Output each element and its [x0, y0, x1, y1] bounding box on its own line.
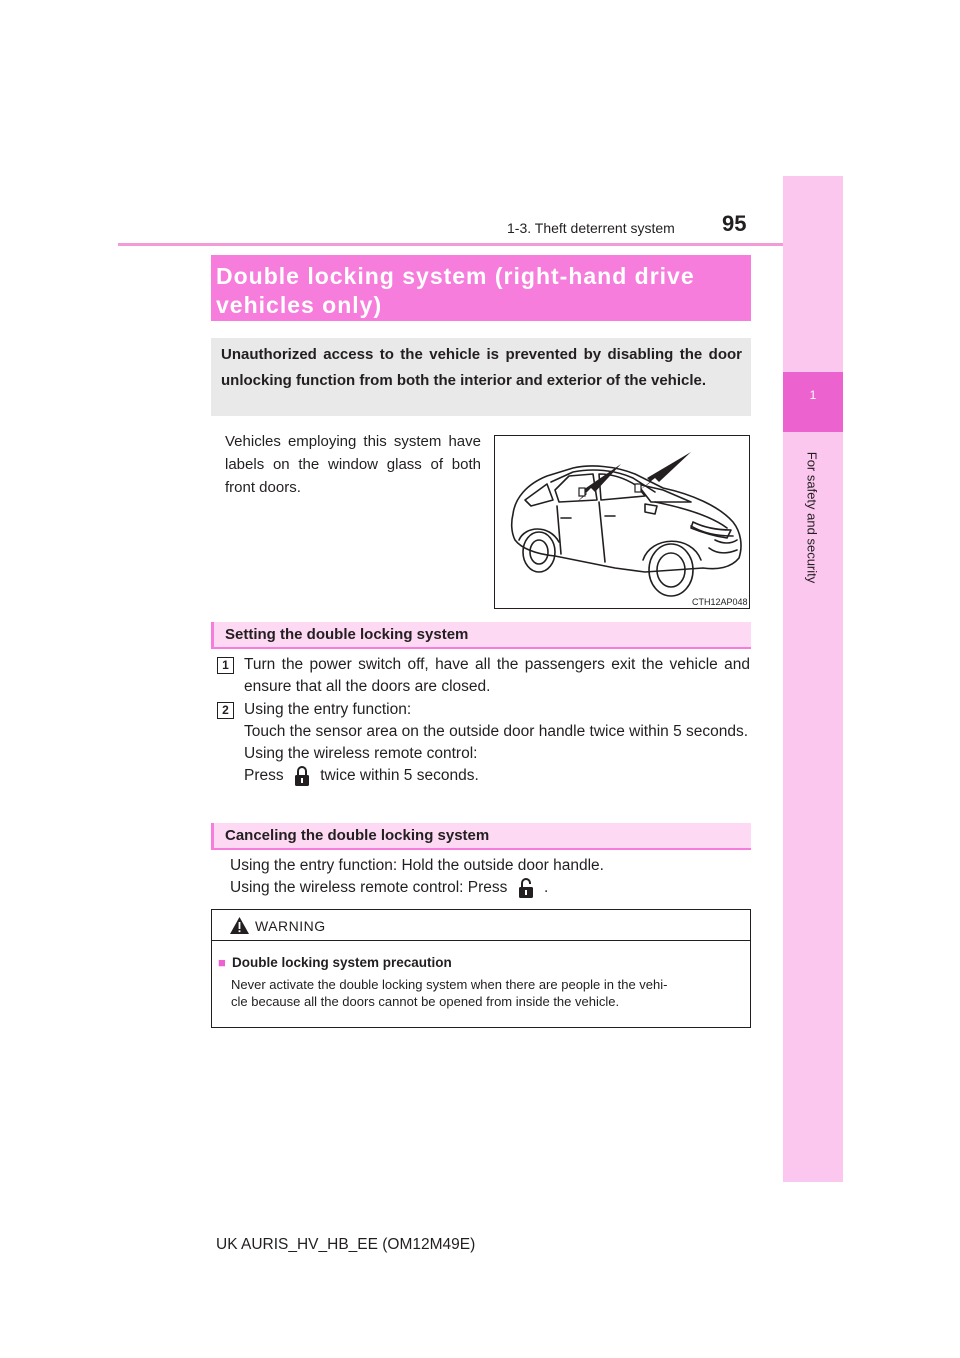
step-2-remote-label: Using the wireless remote control: [244, 745, 478, 762]
step-2-press-prefix: Press [244, 767, 284, 785]
warning-triangle-icon [229, 916, 250, 935]
figure-code: CTH12AP048 [692, 597, 748, 607]
vehicles-note: Vehicles employing this system have labels on the window glass of both front doors. [225, 433, 481, 496]
step-2-press-suffix: twice within 5 seconds. [320, 767, 479, 785]
warning-body-line1: Never activate the double locking system when there are people in the vehi- [231, 977, 668, 992]
warning-body-line2: cle because all the doors cannot be opened from inside the vehicle. [231, 994, 620, 1009]
lock-icon [294, 765, 310, 787]
car-illustration [494, 435, 750, 609]
main-title-line1: Double locking system (right-hand drive [216, 263, 695, 289]
step-1-text: Turn the power switch off, have all the passengers exit the vehicle and ensure that all the doors are closed. [244, 656, 750, 695]
warning-box [211, 909, 751, 1028]
main-title-box [211, 255, 751, 321]
chapter-label: For safety and security [804, 451, 820, 584]
step-2-entry-label: Using the entry function: [244, 701, 412, 718]
step-2-number: 2 [217, 702, 234, 719]
unlock-icon [518, 877, 534, 899]
warning-header [212, 910, 750, 941]
step-2-press-line [244, 765, 750, 787]
canceling-heading: Canceling the double locking system [211, 823, 751, 850]
canceling-remote-line [230, 877, 750, 899]
main-title-line2: vehicles only) [216, 292, 383, 318]
chapter-side-tab [783, 176, 843, 1182]
canceling-remote-suffix: . [544, 879, 549, 897]
warning-bullet-icon: ■ [218, 955, 226, 970]
canceling-remote-prefix: Using the wireless remote control: Press [230, 879, 508, 897]
intro-text: Unauthorized access to the vehicle is prevented by disabling the door unlocking function from both the interior and exterior of the vehicle. [221, 346, 742, 389]
header-rule [118, 243, 843, 246]
warning-subtitle: Double locking system precaution [232, 955, 452, 970]
setting-heading: Setting the double locking system [211, 622, 751, 649]
step-2-text [244, 699, 750, 787]
step-1-number: 1 [217, 657, 234, 674]
car-with-window-labels-illustration [495, 436, 749, 608]
intro-box [211, 338, 751, 416]
page-number: 95 [722, 211, 747, 236]
chapter-number: 1 [809, 388, 817, 402]
footer-model-code: UK AURIS_HV_HB_EE (OM12M49E) [216, 1236, 476, 1253]
main-title [216, 262, 751, 320]
warning-body [231, 976, 746, 1010]
step-2-entry-text: Touch the sensor area on the outside door handle twice within 5 seconds. [244, 723, 749, 740]
warning-label: WARNING [255, 918, 326, 934]
section-title: 1-3. Theft deterrent system [507, 220, 675, 236]
canceling-entry-text: Using the entry function: Hold the outside door handle. [230, 857, 604, 874]
